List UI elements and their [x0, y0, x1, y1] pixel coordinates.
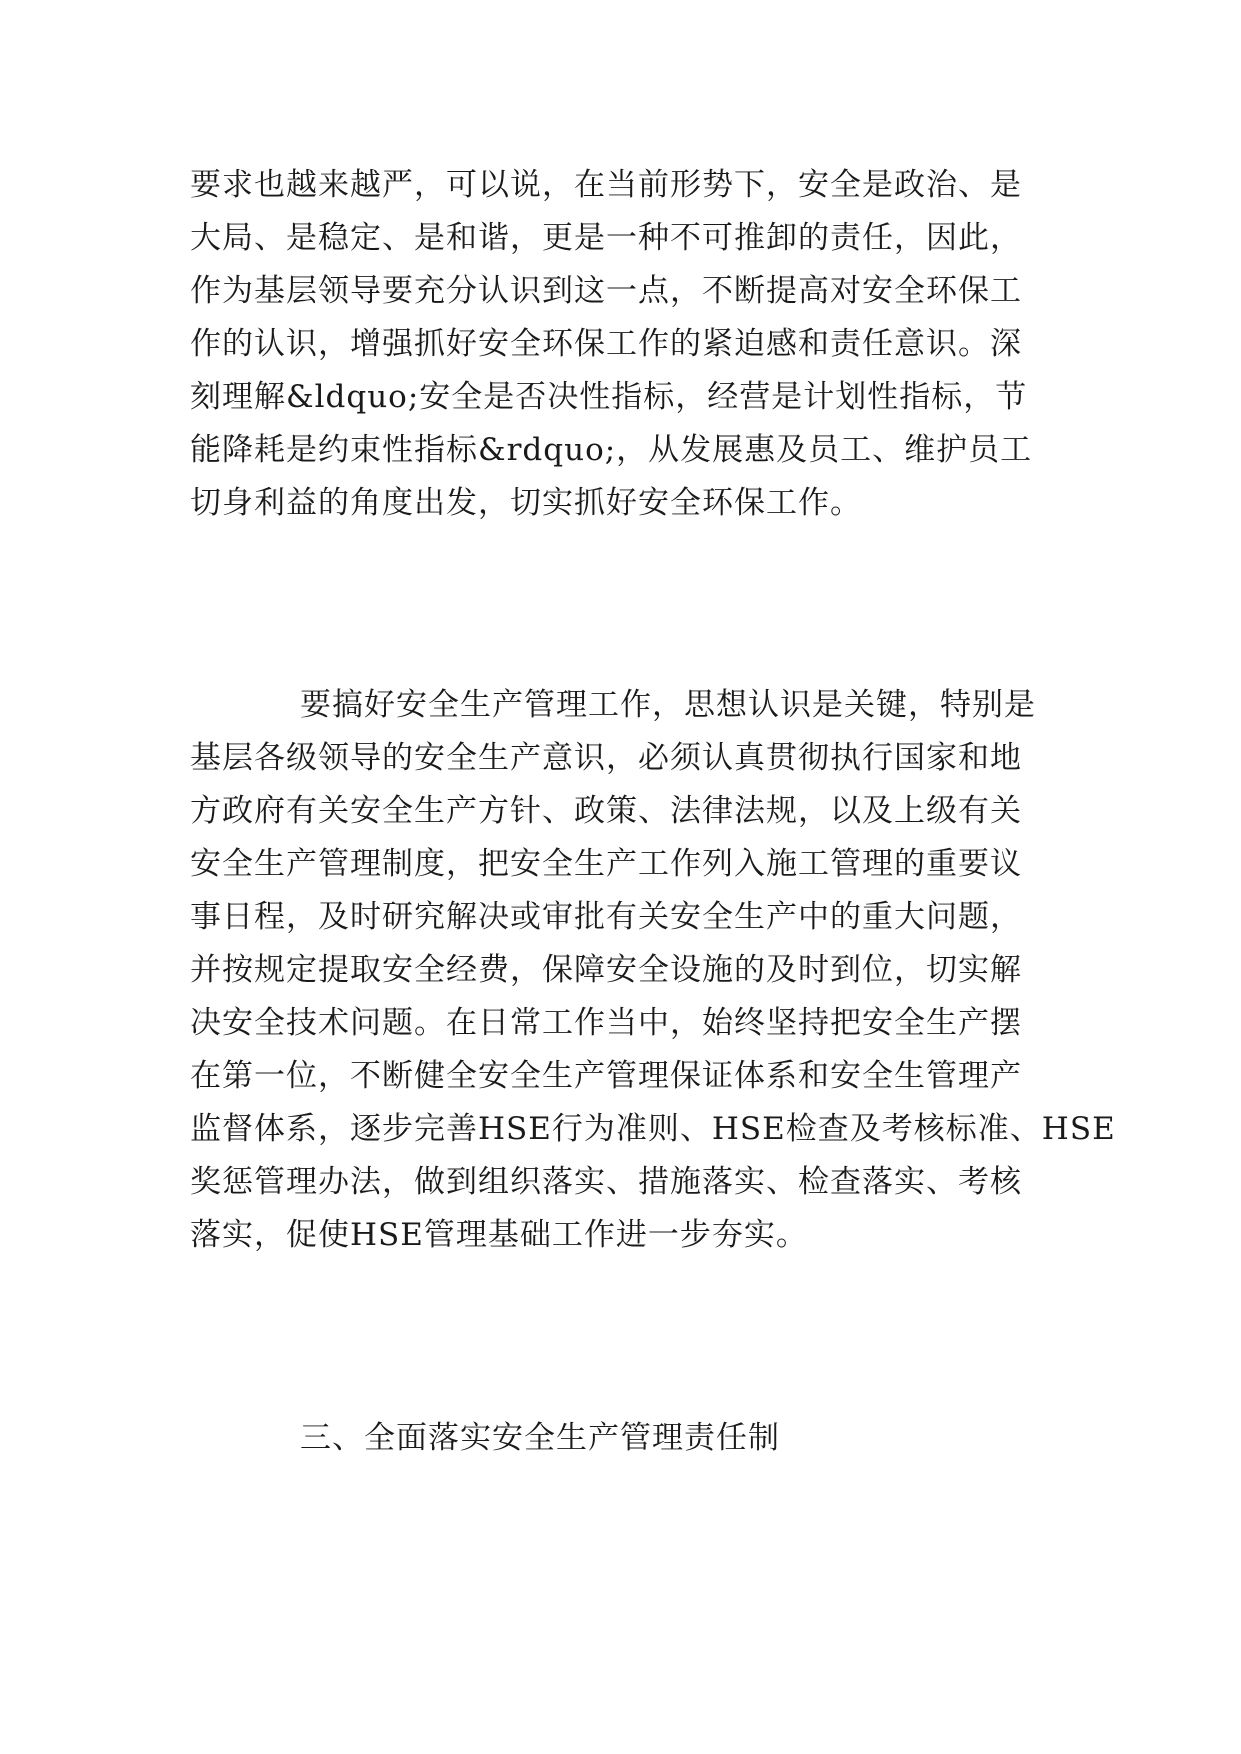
paragraph-line: 监督体系，逐步完善HSE行为准则、HSE检查及考核标准、HSE	[190, 1111, 1116, 1147]
paragraph-line: 安全生产管理制度，把安全生产工作列入施工管理的重要议	[190, 846, 1022, 882]
paragraph-line: 大局、是稳定、是和谐，更是一种不可推卸的责任，因此，	[190, 220, 1022, 256]
paragraph-line: 作的认识，增强抓好安全环保工作的紧迫感和责任意识。深	[190, 326, 1022, 362]
paragraph-line: 要求也越来越严，可以说，在当前形势下，安全是政治、是	[190, 167, 1022, 203]
paragraph-line: 方政府有关安全生产方针、政策、法律法规，以及上级有关	[190, 793, 1022, 829]
paragraph-line: 基层各级领导的安全生产意识，必须认真贯彻执行国家和地	[190, 740, 1022, 776]
paragraph-line: 作为基层领导要充分认识到这一点，不断提高对安全环保工	[190, 273, 1022, 309]
paragraph-line: 事日程，及时研究解决或审批有关安全生产中的重大问题，	[190, 899, 1022, 935]
paragraph-line: 刻理解&ldquo;安全是否决性指标，经营是计划性指标，节	[190, 379, 1028, 415]
paragraph-line: 奖惩管理办法，做到组织落实、措施落实、检查落实、考核	[190, 1164, 1022, 1200]
paragraph-line: 能降耗是约束性指标&rdquo;，从发展惠及员工、维护员工	[190, 432, 1033, 468]
paragraph-line: 在第一位，不断健全安全生产管理保证体系和安全生管理产	[190, 1058, 1022, 1094]
paragraph-line: 切身利益的角度出发，切实抓好安全环保工作。	[190, 485, 862, 521]
paragraph-line: 决安全技术问题。在日常工作当中，始终坚持把安全生产摆	[190, 1005, 1022, 1041]
section-heading: 三、全面落实安全生产管理责任制	[300, 1420, 780, 1456]
paragraph-line: 并按规定提取安全经费，保障安全设施的及时到位，切实解	[190, 952, 1022, 988]
paragraph-line: 落实，促使HSE管理基础工作进一步夯实。	[190, 1217, 808, 1253]
paragraph-line: 要搞好安全生产管理工作，思想认识是关键，特别是	[300, 687, 1036, 723]
